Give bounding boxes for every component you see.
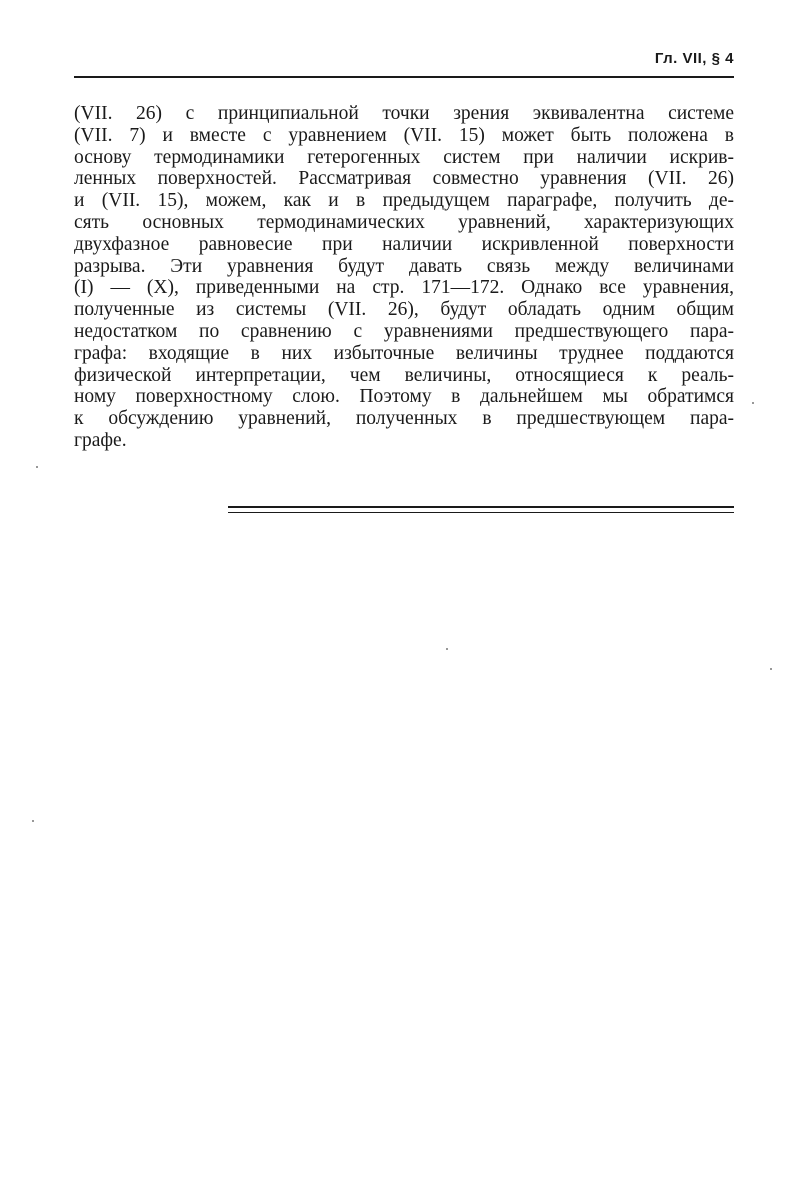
text-line: полученные из системы (VII. 26), будут обладать одним общим bbox=[74, 299, 734, 321]
text-line: графе. bbox=[74, 429, 127, 451]
text-line: недостатком по сравнению с уравнениями предшествующего пара- bbox=[74, 320, 734, 342]
chapter-end-rule-thin bbox=[228, 512, 734, 513]
scan-speck bbox=[770, 668, 772, 670]
scan-speck bbox=[752, 402, 754, 404]
text-line: ленных поверхностей. Рассматривая совместно уравнения (VII. 26) bbox=[74, 168, 734, 190]
text-line: сять основных термодинамических уравнений, характеризующих bbox=[74, 211, 734, 233]
text-line: и (VII. 15), можем, как и в предыдущем параграфе, получить де- bbox=[74, 190, 734, 212]
text-line: графа: входящие в них избыточные величины труднее поддаются bbox=[74, 342, 734, 364]
text-line: физической интерпретации, чем величины, относящиеся к реаль- bbox=[74, 364, 734, 386]
text-line: разрыва. Эти уравнения будут давать связь между величинами bbox=[74, 255, 734, 277]
scan-speck bbox=[446, 648, 448, 650]
header-rule bbox=[74, 76, 734, 78]
scan-speck bbox=[32, 820, 34, 822]
running-head: Гл. VII, § 4 bbox=[654, 50, 734, 67]
scan-speck bbox=[36, 466, 38, 468]
text-line: к обсуждению уравнений, полученных в предшествующем пара- bbox=[74, 408, 734, 430]
text-line: ному поверхностному слою. Поэтому в дальнейшем мы обратимся bbox=[74, 386, 734, 408]
chapter-end-rule bbox=[228, 506, 734, 508]
text-line: основу термодинамики гетерогенных систем при наличии искрив- bbox=[74, 146, 734, 168]
text-line: (VII. 26) с принципиальной точки зрения эквивалентна системе bbox=[74, 103, 734, 124]
text-line: (VII. 7) и вместе с уравнением (VII. 15) может быть положена в bbox=[74, 124, 734, 146]
body-paragraph bbox=[74, 103, 734, 452]
text-line: (I) — (X), приведенными на стр. 171—172. Однако все уравнения, bbox=[74, 277, 734, 299]
text-line: двухфазное равновесие при наличии искривленной поверхности bbox=[74, 233, 734, 255]
